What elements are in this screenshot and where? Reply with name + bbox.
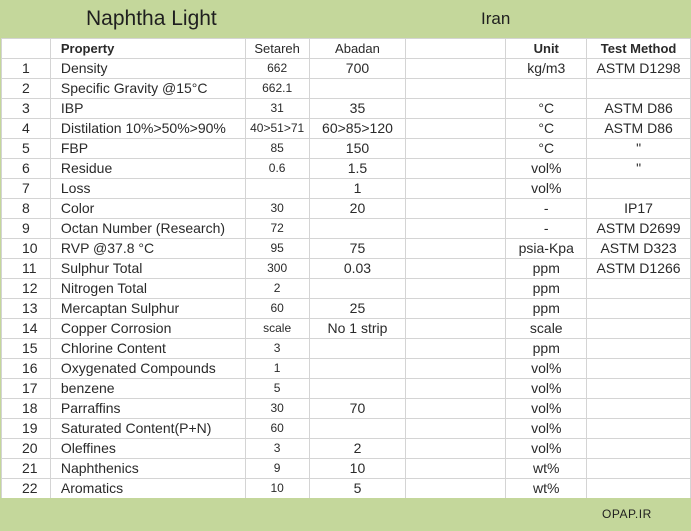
cell-setareh[interactable]: 31: [245, 99, 309, 119]
table-row: [2, 359, 691, 379]
cell-test-method[interactable]: [587, 399, 691, 419]
cell-abadan[interactable]: 20: [309, 199, 406, 219]
cell-unit[interactable]: vol%: [506, 159, 587, 179]
cell-property[interactable]: Copper Corrosion: [50, 319, 245, 339]
cell-abadan[interactable]: 0.03: [309, 259, 406, 279]
cell-test-method[interactable]: ASTM D323: [587, 239, 691, 259]
cell-empty[interactable]: [406, 79, 506, 99]
cell-setareh[interactable]: 300: [245, 259, 309, 279]
country-label: Iran: [481, 9, 511, 28]
cell-setareh[interactable]: 5: [245, 379, 309, 399]
table-row: [2, 459, 691, 479]
table-row: [2, 479, 691, 499]
cell-no[interactable]: 22: [2, 479, 51, 499]
cell-no[interactable]: 21: [2, 459, 51, 479]
cell-property[interactable]: Saturated Content(P+N): [50, 419, 245, 439]
cell-setareh[interactable]: 60: [245, 299, 309, 319]
cell-empty[interactable]: [406, 159, 506, 179]
cell-unit[interactable]: ppm: [506, 259, 587, 279]
cell-property[interactable]: IBP: [50, 99, 245, 119]
cell-unit[interactable]: ppm: [506, 339, 587, 359]
cell-no[interactable]: 5: [2, 139, 51, 159]
cell-abadan[interactable]: 700: [309, 59, 406, 79]
cell-unit[interactable]: vol%: [506, 419, 587, 439]
cell-setareh[interactable]: [245, 179, 309, 199]
cell-test-method[interactable]: ": [587, 159, 691, 179]
cell-property[interactable]: Distilation 10%>50%>90%: [50, 119, 245, 139]
table-row: [2, 159, 691, 179]
cell-abadan[interactable]: 1: [309, 179, 406, 199]
cell-abadan[interactable]: [309, 379, 406, 399]
sheet-footer: [0, 498, 691, 531]
table-row: [2, 59, 691, 79]
cell-property[interactable]: benzene: [50, 379, 245, 399]
table-row: [2, 139, 691, 159]
cell-test-method[interactable]: ASTM D1266: [587, 259, 691, 279]
cell-setareh[interactable]: 95: [245, 239, 309, 259]
cell-setareh[interactable]: 60: [245, 419, 309, 439]
cell-abadan[interactable]: 35: [309, 99, 406, 119]
cell-no[interactable]: 14: [2, 319, 51, 339]
sheet-header: [0, 0, 691, 38]
cell-abadan[interactable]: 2: [309, 439, 406, 459]
header-abadan[interactable]: Abadan: [309, 39, 406, 59]
cell-unit[interactable]: °C: [506, 139, 587, 159]
cell-unit[interactable]: [506, 79, 587, 99]
cell-unit[interactable]: ppm: [506, 279, 587, 299]
cell-property[interactable]: Oxygenated Compounds: [50, 359, 245, 379]
cell-property[interactable]: Loss: [50, 179, 245, 199]
cell-property[interactable]: Aromatics: [50, 479, 245, 499]
table-row: [2, 119, 691, 139]
cell-property[interactable]: Sulphur Total: [50, 259, 245, 279]
cell-no[interactable]: 8: [2, 199, 51, 219]
cell-setareh[interactable]: 9: [245, 459, 309, 479]
cell-property[interactable]: RVP @37.8 °C: [50, 239, 245, 259]
header-no[interactable]: [2, 39, 51, 59]
cell-no[interactable]: 18: [2, 399, 51, 419]
table-row: [2, 399, 691, 419]
cell-no[interactable]: 9: [2, 219, 51, 239]
cell-setareh[interactable]: 72: [245, 219, 309, 239]
cell-empty[interactable]: [406, 219, 506, 239]
cell-test-method[interactable]: ": [587, 139, 691, 159]
cell-no[interactable]: 3: [2, 99, 51, 119]
table-row: [2, 339, 691, 359]
cell-property[interactable]: Chlorine Content: [50, 339, 245, 359]
table-header-row: [2, 39, 691, 59]
cell-property[interactable]: Nitrogen Total: [50, 279, 245, 299]
cell-unit[interactable]: -: [506, 219, 587, 239]
cell-abadan[interactable]: [309, 279, 406, 299]
cell-test-method[interactable]: ASTM D2699: [587, 219, 691, 239]
cell-setareh[interactable]: 85: [245, 139, 309, 159]
cell-abadan[interactable]: [309, 79, 406, 99]
cell-abadan[interactable]: 70: [309, 399, 406, 419]
cell-test-method[interactable]: [587, 379, 691, 399]
cell-setareh[interactable]: 2: [245, 279, 309, 299]
cell-abadan[interactable]: No 1 strip: [309, 319, 406, 339]
spec-table: [1, 38, 691, 499]
cell-no[interactable]: 16: [2, 359, 51, 379]
cell-no[interactable]: 6: [2, 159, 51, 179]
cell-setareh[interactable]: 3: [245, 339, 309, 359]
cell-abadan[interactable]: [309, 359, 406, 379]
cell-property[interactable]: Specific Gravity @15°C: [50, 79, 245, 99]
cell-abadan[interactable]: 150: [309, 139, 406, 159]
header-unit[interactable]: Unit: [506, 39, 587, 59]
cell-property[interactable]: Octan Number (Research): [50, 219, 245, 239]
cell-no[interactable]: 15: [2, 339, 51, 359]
cell-unit[interactable]: vol%: [506, 359, 587, 379]
cell-test-method[interactable]: [587, 179, 691, 199]
cell-unit[interactable]: ppm: [506, 299, 587, 319]
cell-property[interactable]: Oleffines: [50, 439, 245, 459]
cell-unit[interactable]: vol%: [506, 439, 587, 459]
cell-test-method[interactable]: ASTM D86: [587, 99, 691, 119]
cell-setareh[interactable]: 30: [245, 399, 309, 419]
cell-abadan[interactable]: 1.5: [309, 159, 406, 179]
cell-test-method[interactable]: [587, 79, 691, 99]
cell-empty[interactable]: [406, 99, 506, 119]
cell-unit[interactable]: scale: [506, 319, 587, 339]
cell-property[interactable]: Mercaptan Sulphur: [50, 299, 245, 319]
page-title: Naphtha Light: [86, 7, 217, 30]
header-test-method[interactable]: Test Method: [587, 39, 691, 59]
cell-test-method[interactable]: [587, 439, 691, 459]
cell-no[interactable]: 19: [2, 419, 51, 439]
table-row: [2, 239, 691, 259]
table-row: [2, 279, 691, 299]
cell-test-method[interactable]: ASTM D86: [587, 119, 691, 139]
cell-unit[interactable]: vol%: [506, 379, 587, 399]
table-row: [2, 179, 691, 199]
cell-property[interactable]: Color: [50, 199, 245, 219]
cell-unit[interactable]: °C: [506, 119, 587, 139]
cell-abadan[interactable]: 75: [309, 239, 406, 259]
cell-empty[interactable]: [406, 139, 506, 159]
cell-empty[interactable]: [406, 119, 506, 139]
cell-empty[interactable]: [406, 479, 506, 499]
table-row: [2, 379, 691, 399]
cell-no[interactable]: 2: [2, 79, 51, 99]
cell-unit[interactable]: kg/m3: [506, 59, 587, 79]
cell-no[interactable]: 20: [2, 439, 51, 459]
table-row: [2, 299, 691, 319]
credit-text: OPAP.IR: [602, 507, 652, 521]
cell-empty[interactable]: [406, 459, 506, 479]
cell-unit[interactable]: vol%: [506, 179, 587, 199]
cell-abadan[interactable]: 25: [309, 299, 406, 319]
cell-empty[interactable]: [406, 199, 506, 219]
cell-setareh[interactable]: 0.6: [245, 159, 309, 179]
cell-property[interactable]: Residue: [50, 159, 245, 179]
cell-unit[interactable]: -: [506, 199, 587, 219]
cell-abadan[interactable]: [309, 339, 406, 359]
cell-abadan[interactable]: 60>85>120: [309, 119, 406, 139]
cell-no[interactable]: 7: [2, 179, 51, 199]
cell-setareh[interactable]: 662: [245, 59, 309, 79]
cell-no[interactable]: 4: [2, 119, 51, 139]
table-row: [2, 259, 691, 279]
cell-setareh[interactable]: 662.1: [245, 79, 309, 99]
cell-no[interactable]: 13: [2, 299, 51, 319]
cell-property[interactable]: Density: [50, 59, 245, 79]
cell-setareh[interactable]: 30: [245, 199, 309, 219]
cell-abadan[interactable]: [309, 219, 406, 239]
cell-unit[interactable]: vol%: [506, 399, 587, 419]
cell-empty[interactable]: [406, 259, 506, 279]
cell-unit[interactable]: °C: [506, 99, 587, 119]
cell-unit[interactable]: wt%: [506, 459, 587, 479]
cell-empty[interactable]: [406, 319, 506, 339]
cell-abadan[interactable]: [309, 419, 406, 439]
cell-abadan[interactable]: 10: [309, 459, 406, 479]
cell-property[interactable]: Naphthenics: [50, 459, 245, 479]
cell-no[interactable]: 17: [2, 379, 51, 399]
cell-abadan[interactable]: 5: [309, 479, 406, 499]
cell-unit[interactable]: wt%: [506, 479, 587, 499]
cell-test-method[interactable]: ASTM D1298: [587, 59, 691, 79]
table-row: [2, 439, 691, 459]
cell-test-method[interactable]: [587, 479, 691, 499]
cell-empty[interactable]: [406, 279, 506, 299]
cell-no[interactable]: 10: [2, 239, 51, 259]
cell-test-method[interactable]: [587, 359, 691, 379]
cell-no[interactable]: 1: [2, 59, 51, 79]
cell-empty[interactable]: [406, 399, 506, 419]
table-row: [2, 99, 691, 119]
cell-property[interactable]: FBP: [50, 139, 245, 159]
cell-test-method[interactable]: [587, 319, 691, 339]
table-row: [2, 419, 691, 439]
cell-setareh[interactable]: 40>51>71: [245, 119, 309, 139]
cell-test-method[interactable]: [587, 339, 691, 359]
header-setareh[interactable]: Setareh: [245, 39, 309, 59]
cell-test-method[interactable]: IP17: [587, 199, 691, 219]
cell-test-method[interactable]: [587, 459, 691, 479]
cell-empty[interactable]: [406, 59, 506, 79]
header-property[interactable]: Property: [50, 39, 245, 59]
cell-empty[interactable]: [406, 379, 506, 399]
cell-empty[interactable]: [406, 179, 506, 199]
cell-setareh[interactable]: 10: [245, 479, 309, 499]
cell-empty[interactable]: [406, 239, 506, 259]
cell-empty[interactable]: [406, 359, 506, 379]
cell-empty[interactable]: [406, 299, 506, 319]
table-row: [2, 79, 691, 99]
header-empty[interactable]: [406, 39, 506, 59]
cell-test-method[interactable]: [587, 299, 691, 319]
cell-no[interactable]: 12: [2, 279, 51, 299]
table-row: [2, 319, 691, 339]
cell-setareh[interactable]: scale: [245, 319, 309, 339]
cell-setareh[interactable]: 3: [245, 439, 309, 459]
table-row: [2, 219, 691, 239]
cell-test-method[interactable]: [587, 279, 691, 299]
cell-property[interactable]: Parraffins: [50, 399, 245, 419]
cell-no[interactable]: 11: [2, 259, 51, 279]
cell-unit[interactable]: psia-Kpa: [506, 239, 587, 259]
cell-test-method[interactable]: [587, 419, 691, 439]
table-row: [2, 199, 691, 219]
cell-empty[interactable]: [406, 339, 506, 359]
cell-setareh[interactable]: 1: [245, 359, 309, 379]
cell-empty[interactable]: [406, 419, 506, 439]
cell-empty[interactable]: [406, 439, 506, 459]
